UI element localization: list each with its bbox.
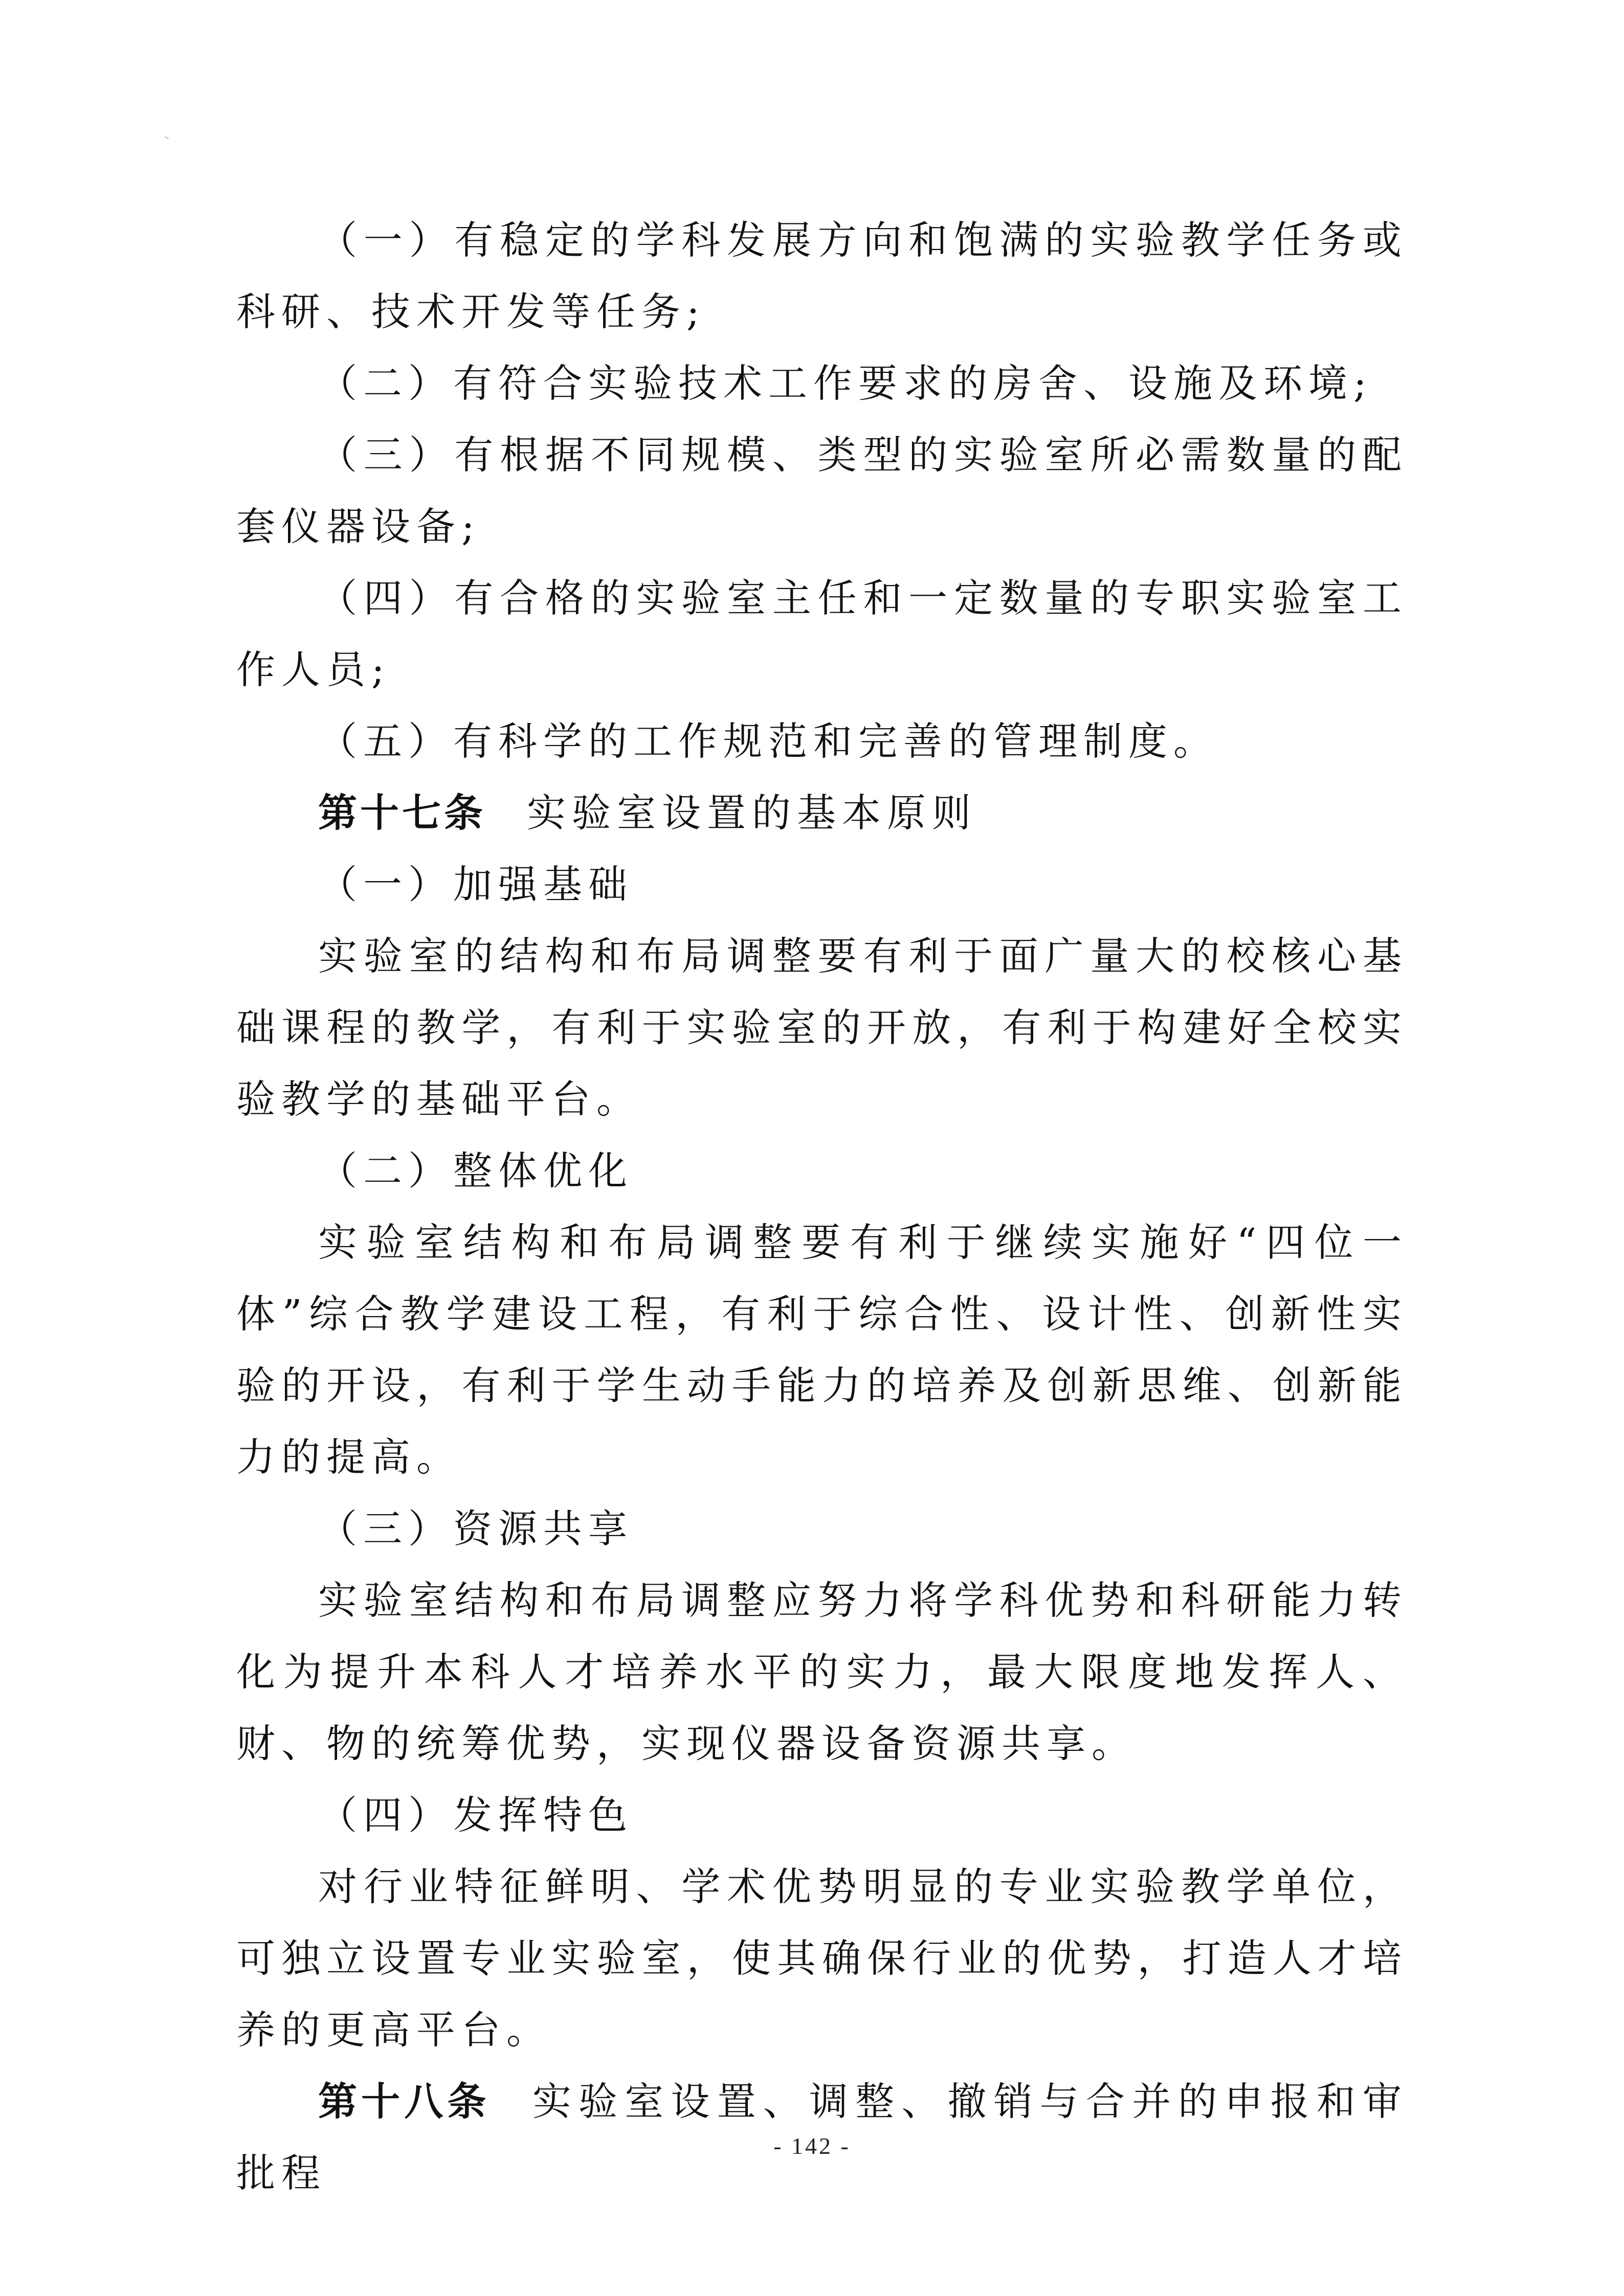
body-text: [236, 205, 1408, 2209]
principle-2-heading-text: （二）整体优化: [318, 1148, 633, 1194]
principle-2-body: [236, 1207, 1408, 1493]
article-18-label: 第十八条: [318, 2079, 491, 2124]
clause-1-text: （一）有稳定的学科发展方向和饱满的实验教学任务或科研、技术开发等任务;: [236, 217, 1408, 334]
clause-3-text: （三）有根据不同规模、类型的实验室所必需数量的配套仪器设备;: [236, 432, 1408, 549]
article-17-label: 第十七条: [318, 790, 486, 836]
article-17: [236, 777, 1408, 849]
principle-1-heading-text: （一）加强基础: [318, 862, 633, 907]
principle-2-heading: [236, 1135, 1408, 1207]
clause-3: [236, 419, 1408, 562]
principle-4-heading-text: （四）发挥特色: [318, 1792, 633, 1838]
clause-2: [236, 348, 1408, 419]
principle-2-body-text: 实验室结构和布局调整要有利于继续实施好“四位一体”综合教学建设工程，有利于综合性、设计性、创新性实验的开设，有利于学生动手能力的培养及创新思维、创新能力的提高。: [236, 1220, 1408, 1480]
principle-4-body: [236, 1851, 1408, 2066]
clause-5-text: （五）有科学的工作规范和完善的管理制度。: [318, 718, 1218, 764]
clause-1: [236, 205, 1408, 348]
principle-1-body-text: 实验室的结构和布局调整要有利于面广量大的校核心基础课程的教学，有利于实验室的开放，有利于构建好全校实验教学的基础平台。: [236, 933, 1408, 1122]
clause-2-text: （二）有符合实验技术工作要求的房舍、设施及环境;: [318, 361, 1373, 406]
principle-3-body: [236, 1565, 1408, 1780]
clause-5: [236, 706, 1408, 777]
clause-4-text: （四）有合格的实验室主任和一定数量的专职实验室工作人员;: [236, 575, 1408, 692]
principle-3-heading: [236, 1493, 1408, 1565]
principle-4-heading: [236, 1780, 1408, 1851]
page-number: - 142 -: [773, 2133, 851, 2159]
clause-4: [236, 562, 1408, 706]
principle-3-body-text: 实验室结构和布局调整应努力将学科优势和科研能力转化为提升本科人才培养水平的实力，最大限度地发挥人、财、物的统筹优势，实现仪器设备资源共享。: [236, 1578, 1408, 1766]
principle-3-heading-text: （三）资源共享: [318, 1506, 633, 1551]
principle-4-body-text: 对行业特征鲜明、学术优势明显的专业实验教学单位，可独立设置专业实验室，使其确保行业的优势，打造人才培养的更高平台。: [236, 1864, 1408, 2053]
principle-1-body: [236, 920, 1408, 1135]
article-17-text: 实验室设置的基本原则: [527, 790, 977, 836]
scan-speck: [165, 136, 169, 140]
principle-1-heading: [236, 849, 1408, 920]
article-18-text: 实验室设置、调整、撤销与合并的申报和审批程: [236, 2079, 1408, 2196]
